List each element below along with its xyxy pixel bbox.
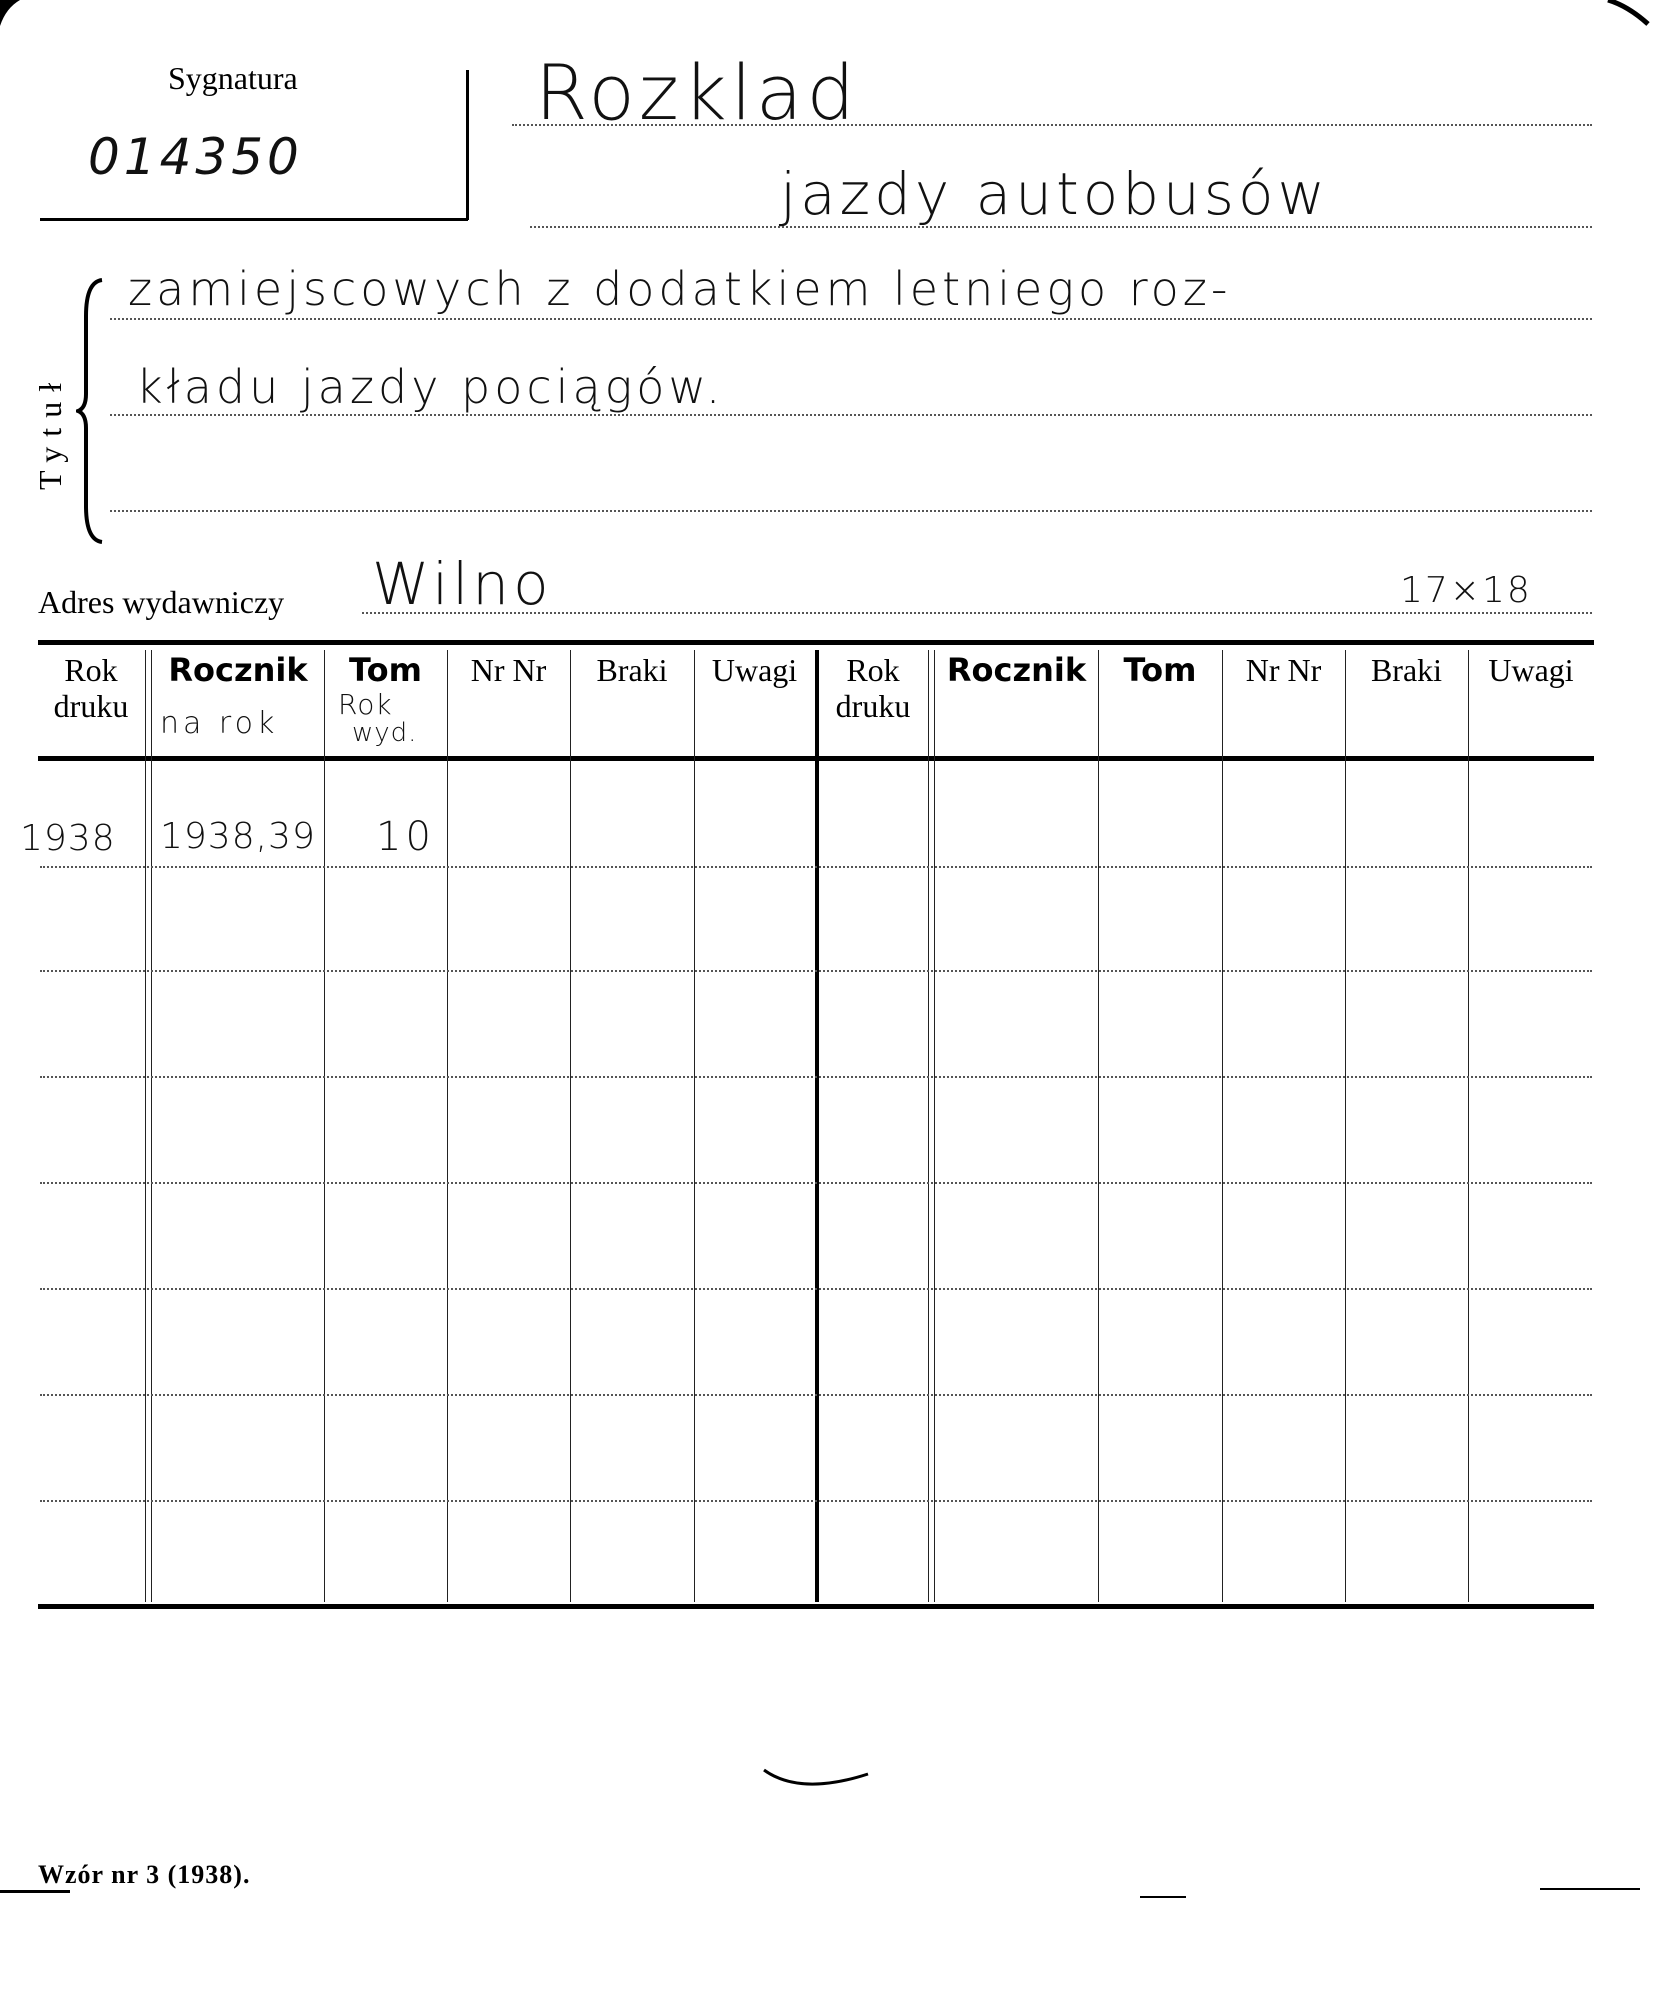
format-value: 17×18 [1400,570,1532,611]
title-dotline-1 [512,124,1592,126]
row-dotline [40,1394,1592,1396]
col-line [1468,650,1469,1602]
header-rok-druku [38,652,144,724]
header-tom-note-2: wyd. [352,718,418,748]
table-cell-rok-druku: 1938 [20,818,116,859]
header-rocznik-note: na rok [160,706,279,741]
scan-mark-mid [1140,1896,1186,1898]
header-nrnr-right: Nr Nr [1245,652,1322,688]
tytul-brace [76,276,106,546]
tytul-dotline-3 [110,510,1592,512]
sygnatura-label: Sygnatura [168,60,298,96]
col-line [570,650,571,1602]
col-line [324,650,325,1602]
scan-mark-corner-right [1604,0,1653,30]
row-dotline [40,1500,1592,1502]
tytul-line1: zamiejscowych z dodatkiem letniego roz- [128,262,1232,316]
row-dotline [40,866,1592,868]
header-rok-druku-right-line1: Rok [846,652,900,688]
col-line [447,650,448,1602]
col-line [1098,650,1099,1602]
col-line [1345,650,1346,1602]
header-braki: Braki [596,652,668,688]
col-line [151,650,152,1602]
header-uwagi-right: Uwagi [1488,652,1574,688]
table-cell-rocznik: 1938,39 [160,816,316,857]
col-line [694,650,695,1602]
header-tom: Tom [349,651,422,689]
sygnatura-value: 014350 [88,128,303,186]
col-line [928,650,929,1602]
header-tom-note-1: Rok [338,688,393,721]
header-braki-right: Braki [1370,652,1443,688]
scan-mark-left [0,1890,70,1893]
row-dotline [40,970,1592,972]
col-line [1222,650,1223,1602]
scan-mark-right [1540,1888,1640,1890]
adres-value: Wilno [372,550,553,618]
col-line [934,650,935,1602]
row-dotline [40,1076,1592,1078]
header-nrnr: Nr Nr [470,652,547,688]
tytul-dotline-1 [110,318,1592,320]
col-line [145,650,146,1602]
header-rok-druku-line2: druku [53,688,129,724]
header-tom-right: Tom [1123,651,1197,689]
wzor-label: Wzór nr 3 (1938). [38,1860,251,1889]
header-rocznik-right: Rocznik [946,651,1087,689]
table-top-rule [38,640,1594,645]
table-cell-tom: 10 [376,814,435,860]
header-rok-druku-line1: Rok [64,652,118,688]
sygnatura-box-bottom [40,218,468,221]
adres-dotline [362,612,1592,614]
title-dotline-2 [530,226,1592,228]
adres-label: Adres wydawniczy [38,584,285,620]
header-rocznik: Rocznik [168,651,308,689]
tytul-line2: kładu jazdy pociągów. [136,360,725,414]
header-uwagi: Uwagi [711,652,798,688]
col-divider-center [815,650,819,1602]
header-rok-druku-right-line2: druku [835,688,911,724]
tytul-dotline-2 [110,414,1592,416]
row-dotline [40,1182,1592,1184]
scan-mark-corner-left [0,0,24,30]
header-rok-druku-right [819,652,927,724]
sygnatura-box-right [466,70,469,220]
title-line1: Rozklad [535,48,859,137]
scan-mark-curve [760,1760,880,1800]
tytul-label: Tytuł [32,372,68,490]
title-line2: jazdy autobusów [780,160,1329,228]
row-dotline [40,1288,1592,1290]
table-bottom-rule [38,1604,1594,1609]
